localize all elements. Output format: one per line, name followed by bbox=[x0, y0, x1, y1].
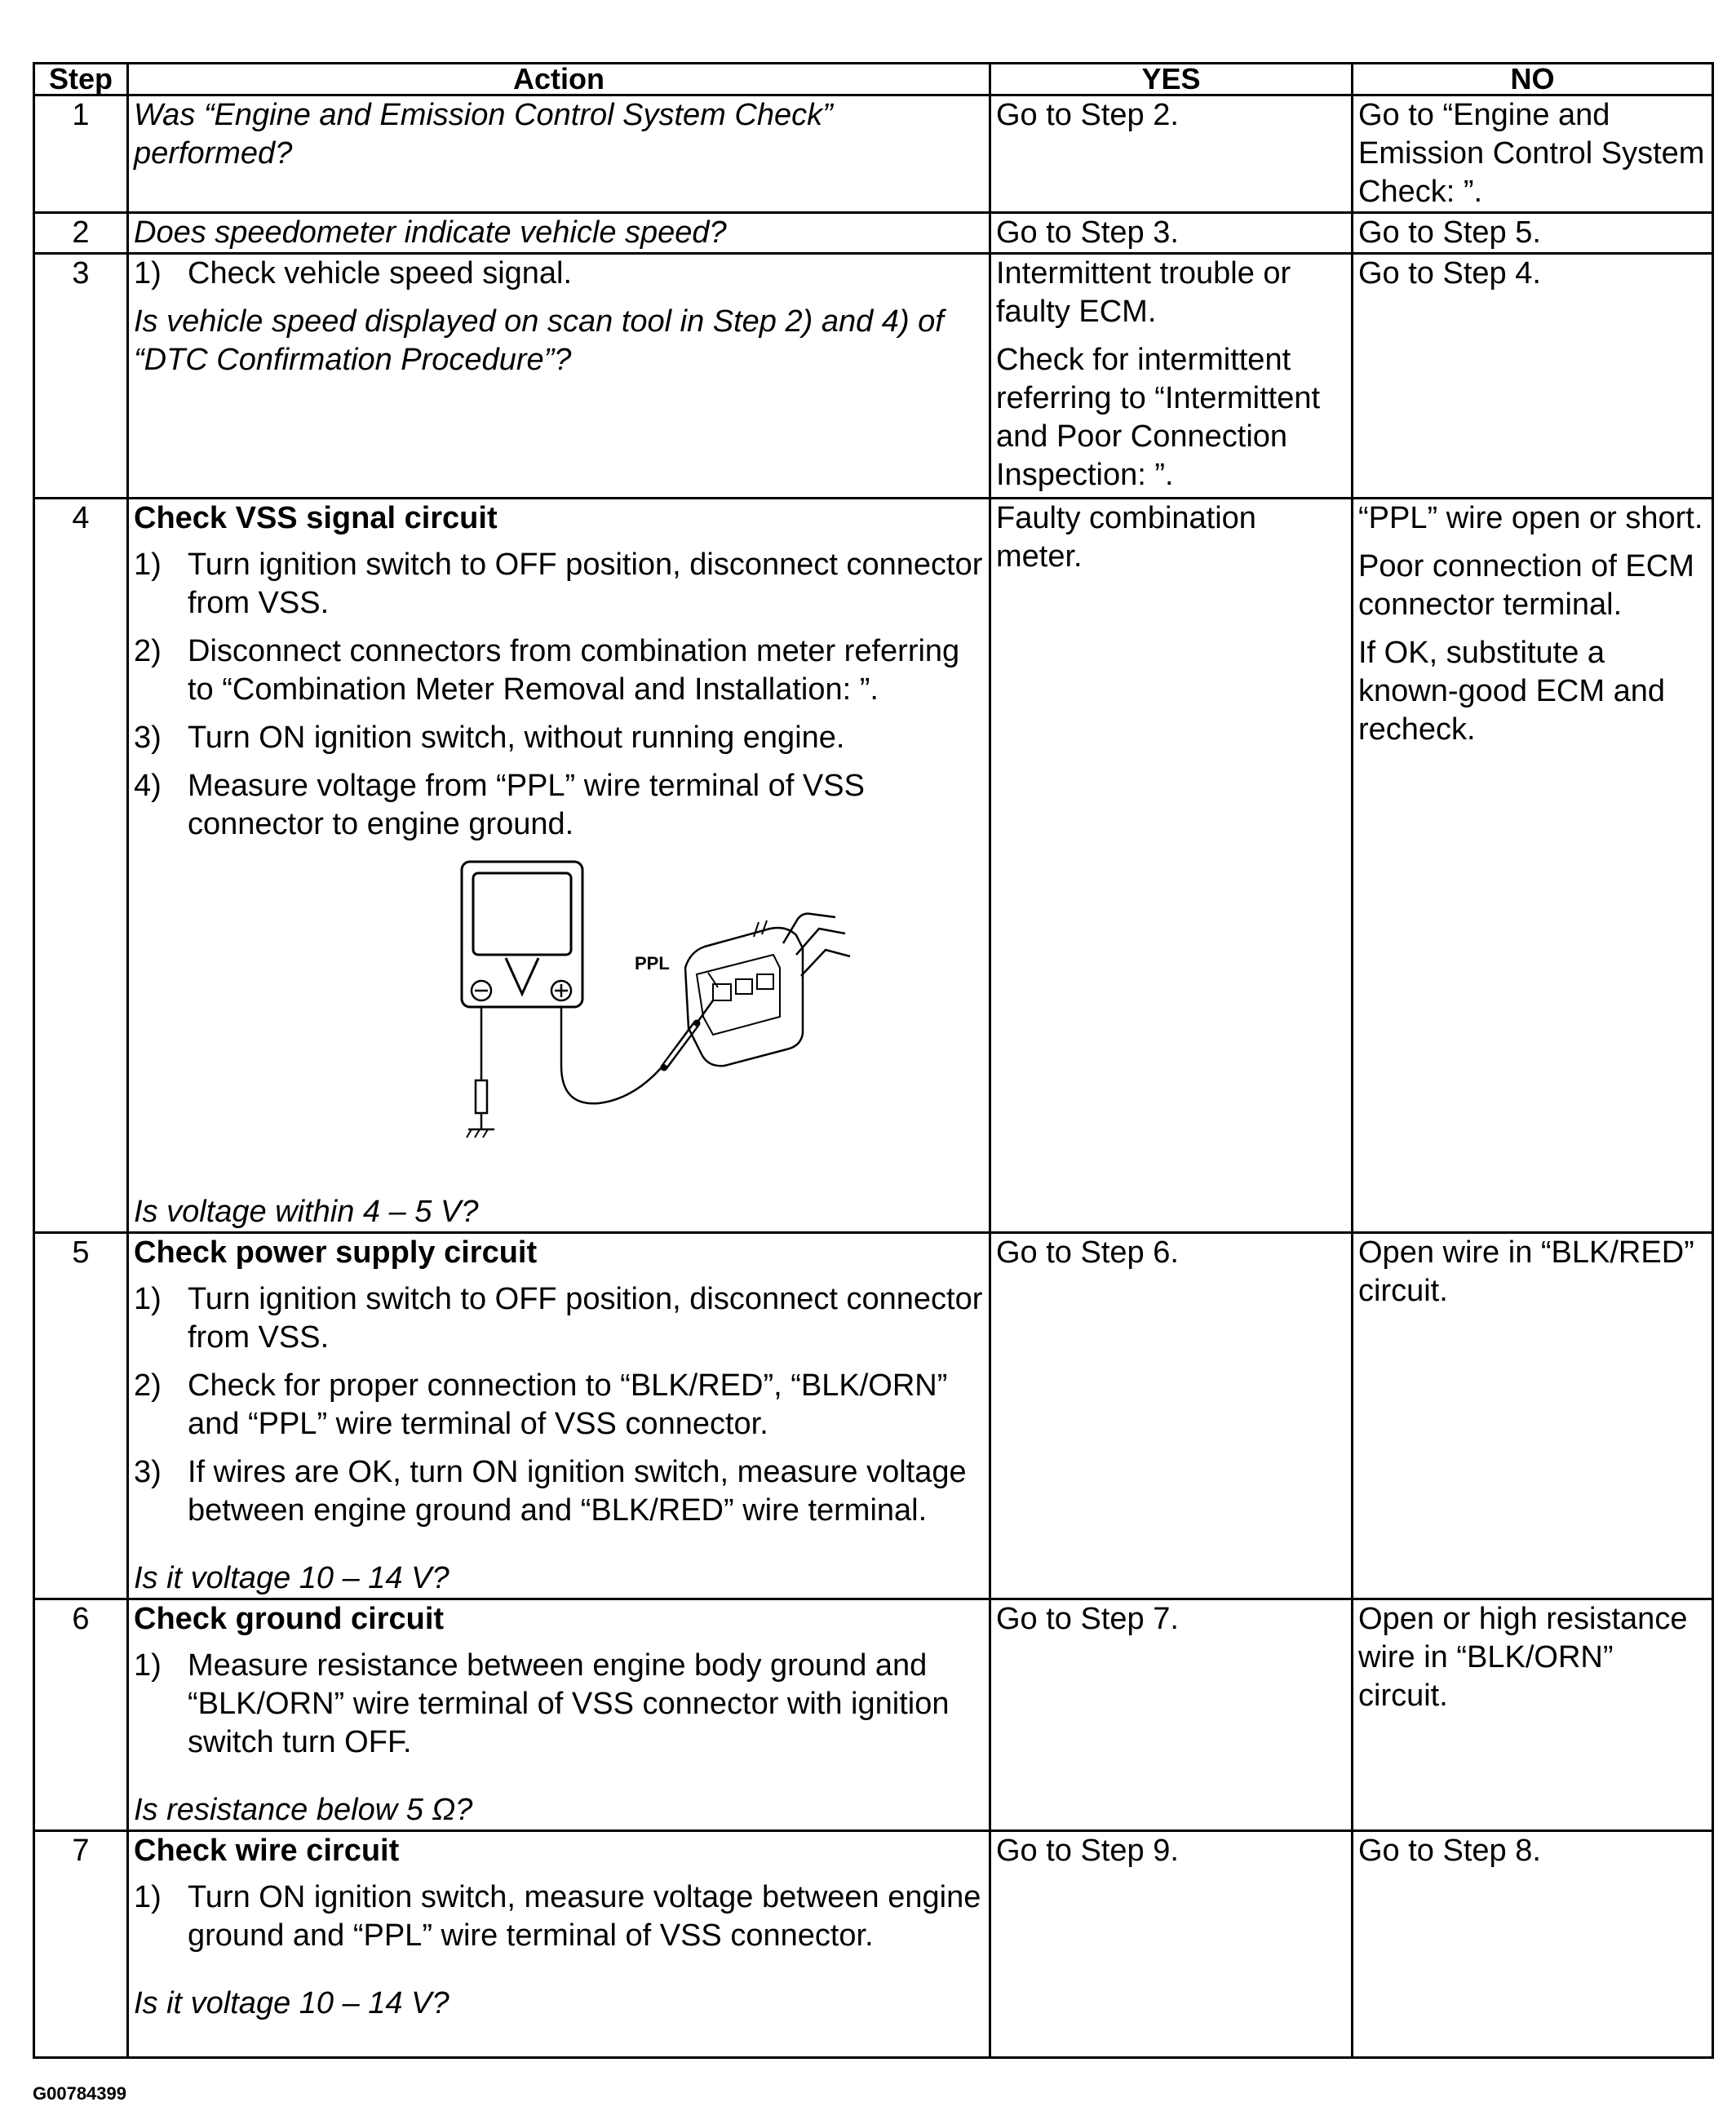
substep: 1) Turn ignition switch to OFF position, disconnect connector from VSS. bbox=[134, 548, 983, 620]
step-number: 2 bbox=[34, 213, 128, 254]
ppl-label: PPL bbox=[635, 953, 670, 974]
no-cell bbox=[1353, 254, 1713, 499]
no-cell bbox=[1353, 499, 1713, 1233]
table-row bbox=[34, 1599, 1713, 1831]
header-no: NO bbox=[1353, 64, 1713, 95]
no-cell bbox=[1353, 1233, 1713, 1599]
substep: 2) Disconnect connectors from combination meter referring to “Combination Meter Removal and Installation: ”. bbox=[134, 634, 960, 707]
action-cell bbox=[128, 254, 990, 499]
question: Is resistance below 5 Ω? bbox=[134, 1793, 473, 1827]
substep-list bbox=[134, 1878, 984, 1955]
positive-lead bbox=[561, 1007, 672, 1103]
substep: 1) Turn ON ignition switch, measure voltage between engine ground and “PPL” wire terminal of VSS connector. bbox=[134, 1880, 981, 1953]
header-action: Action bbox=[128, 64, 990, 95]
step-number: 4 bbox=[34, 499, 128, 1233]
step-title: Check ground circuit bbox=[134, 1602, 445, 1636]
troubleshooting-table bbox=[33, 62, 1714, 2059]
yes-cell bbox=[990, 1831, 1353, 2058]
yes-cell bbox=[990, 213, 1353, 254]
no-text: Go to “Engine and Emission Control System Check: ”. bbox=[1358, 98, 1705, 209]
action-cell bbox=[128, 499, 990, 1233]
substep-list bbox=[134, 255, 984, 293]
action-cell bbox=[128, 1831, 990, 2058]
substep: 2) Check for proper connection to “BLK/RED”, “BLK/ORN” and “PPL” wire terminal of VSS connector. bbox=[134, 1368, 948, 1441]
table-row bbox=[34, 1233, 1713, 1599]
step-number: 5 bbox=[34, 1233, 128, 1599]
header-step: Step bbox=[34, 64, 128, 95]
no-text: “PPL” wire open or short. bbox=[1358, 501, 1703, 535]
yes-cell bbox=[990, 1233, 1353, 1599]
step-number: 1 bbox=[34, 95, 128, 213]
yes-text: Intermittent trouble or faulty ECM. bbox=[996, 256, 1291, 329]
table-row bbox=[34, 213, 1713, 254]
no-text: Poor connection of ECM connector terminal. bbox=[1358, 549, 1694, 622]
step-title: Check VSS signal circuit bbox=[134, 501, 498, 535]
table-row bbox=[34, 499, 1713, 1233]
action-cell bbox=[128, 213, 990, 254]
substep-list bbox=[134, 1280, 984, 1530]
no-text: If OK, substitute a known-good ECM and recheck. bbox=[1358, 636, 1665, 747]
yes-text: Go to Step 6. bbox=[996, 1235, 1179, 1270]
question: Is it voltage 10 – 14 V? bbox=[134, 1561, 450, 1595]
no-cell bbox=[1353, 1831, 1713, 2058]
step-number: 7 bbox=[34, 1831, 128, 2058]
yes-text: Go to Step 7. bbox=[996, 1602, 1179, 1636]
yes-cell bbox=[990, 254, 1353, 499]
no-text: Go to Step 4. bbox=[1358, 256, 1541, 291]
substep-list bbox=[134, 546, 984, 844]
header-yes: YES bbox=[990, 64, 1353, 95]
action-cell bbox=[128, 1233, 990, 1599]
substep: 3) If wires are OK, turn ON ignition switch, measure voltage between engine ground and “BLK/RED” wire terminal. bbox=[134, 1455, 967, 1528]
table-row bbox=[34, 1831, 1713, 2058]
question: Is it voltage 10 – 14 V? bbox=[134, 1986, 450, 2020]
substep: 4) Measure voltage from “PPL” wire terminal of VSS connector to engine ground. bbox=[134, 769, 865, 841]
no-cell bbox=[1353, 213, 1713, 254]
v-symbol-icon bbox=[506, 958, 538, 994]
no-cell bbox=[1353, 95, 1713, 213]
figure-code: G00784399 bbox=[33, 2083, 126, 2104]
substep: 1) Measure resistance between engine body ground and “BLK/ORN” wire terminal of VSS connector with ignition switch turn OFF. bbox=[134, 1648, 950, 1759]
substep: 1) Check vehicle speed signal. bbox=[134, 256, 573, 291]
question: Was “Engine and Emission Control System Check” performed? bbox=[134, 98, 833, 171]
question: Is vehicle speed displayed on scan tool in Step 2) and 4) of “DTC Confirmation Procedure”? bbox=[134, 304, 944, 377]
question: Is voltage within 4 – 5 V? bbox=[134, 1195, 479, 1229]
no-text: Go to Step 5. bbox=[1358, 215, 1541, 250]
voltmeter-body bbox=[462, 862, 582, 1007]
ground-probe bbox=[476, 1080, 487, 1113]
yes-cell bbox=[990, 499, 1353, 1233]
step-title: Check power supply circuit bbox=[134, 1235, 538, 1270]
table-row bbox=[34, 95, 1713, 213]
voltmeter-diagram bbox=[134, 854, 982, 1172]
yes-text: Check for intermittent referring to “Intermittent and Poor Connection Inspection: ”. bbox=[996, 343, 1321, 492]
voltmeter-display bbox=[473, 873, 571, 955]
action-cell bbox=[128, 1599, 990, 1831]
table-row bbox=[34, 254, 1713, 499]
no-cell bbox=[1353, 1599, 1713, 1831]
yes-text: Faulty combination meter. bbox=[996, 501, 1256, 574]
yes-text: Go to Step 9. bbox=[996, 1834, 1179, 1868]
vss-connector-icon bbox=[685, 914, 850, 1067]
substep: 1) Turn ignition switch to OFF position, disconnect connector from VSS. bbox=[134, 1282, 983, 1355]
header-row bbox=[34, 64, 1713, 95]
action-cell bbox=[128, 95, 990, 213]
yes-cell bbox=[990, 95, 1353, 213]
substep: 3) Turn ON ignition switch, without running engine. bbox=[134, 721, 845, 755]
yes-text: Go to Step 2. bbox=[996, 98, 1179, 132]
no-text: Go to Step 8. bbox=[1358, 1834, 1541, 1868]
yes-text: Go to Step 3. bbox=[996, 215, 1179, 250]
step-number: 3 bbox=[34, 254, 128, 499]
no-text: Open wire in “BLK/RED” circuit. bbox=[1358, 1235, 1694, 1308]
step-title: Check wire circuit bbox=[134, 1834, 400, 1868]
yes-cell bbox=[990, 1599, 1353, 1831]
no-text: Open or high resistance wire in “BLK/ORN” circuit. bbox=[1358, 1602, 1688, 1713]
question: Does speedometer indicate vehicle speed? bbox=[134, 215, 727, 250]
step-number: 6 bbox=[34, 1599, 128, 1831]
substep-list bbox=[134, 1647, 984, 1762]
